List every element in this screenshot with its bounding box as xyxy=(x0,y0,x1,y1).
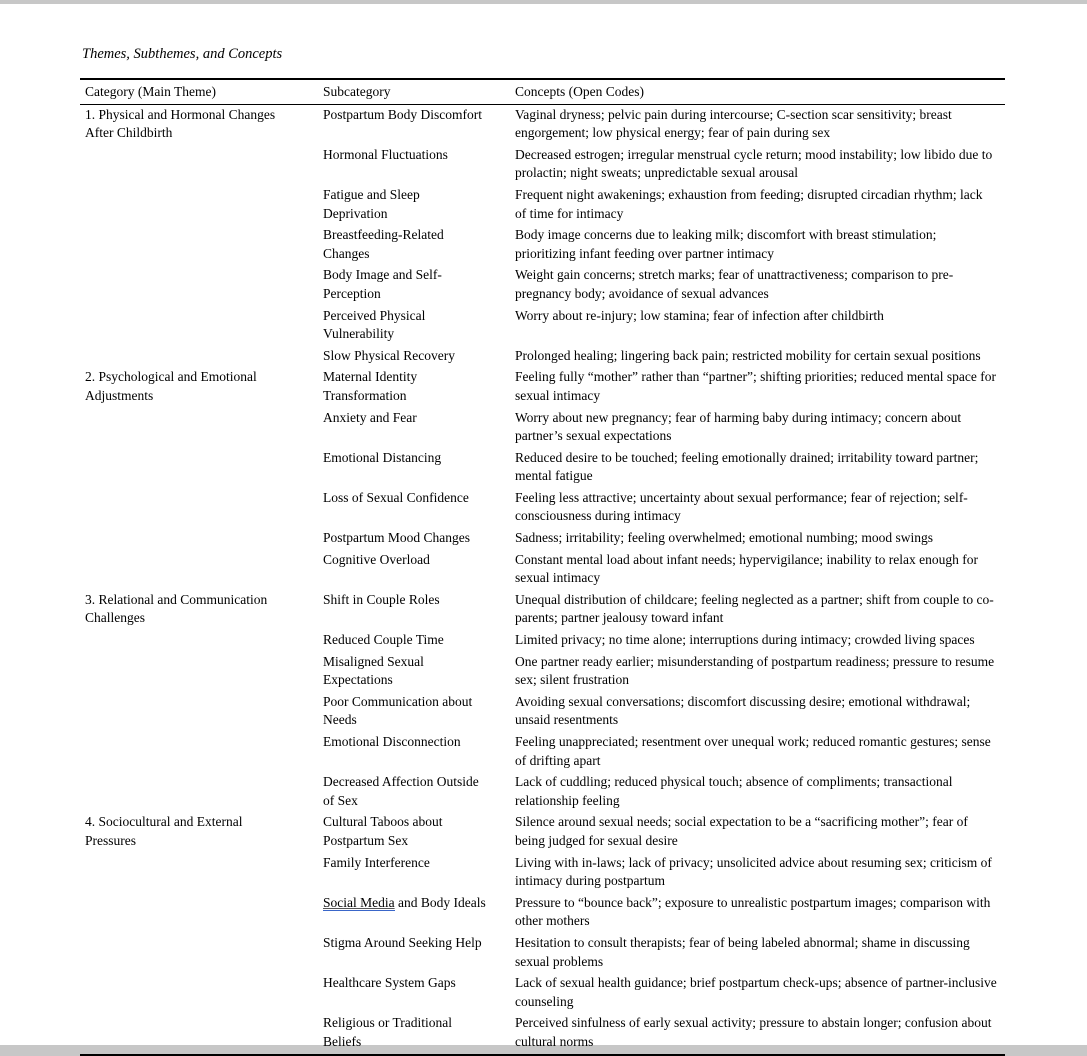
concepts-cell: Constant mental load about infant needs; hypervigilance; inability to relax enough for sexual intimacy xyxy=(515,551,979,586)
subcategory-cell: Decreased Affection Outside of Sex xyxy=(323,774,479,808)
concepts-cell: Living with in-laws; lack of privacy; unsolicited advice about resuming sex; criticism of intimacy during postpartum xyxy=(515,854,992,889)
table-row xyxy=(80,104,1005,145)
subcategory-cell: Reduced Couple Time xyxy=(323,632,444,648)
subcategory-cell: Body Image and Self-Perception xyxy=(323,267,442,301)
category-cell: 3. Relational and Communication Challenges xyxy=(85,591,268,626)
concepts-cell: Weight gain concerns; stretch marks; fear of unattractiveness; comparison to pre-pregnancy body; avoidance of sexual advances xyxy=(515,267,954,301)
col-header-category: Category (Main Theme) xyxy=(80,79,318,104)
concepts-cell: Perceived sinfulness of early sexual activity; pressure to abstain longer; confusion about cultural norms xyxy=(515,1015,992,1049)
subcategory-cell: Postpartum Body Discomfort xyxy=(323,106,482,122)
concepts-cell: Vaginal dryness; pelvic pain during intercourse; C-section scar sensitivity; breast engorgement; low physical energy; fear of pain during sex xyxy=(515,106,952,141)
subcategory-cell: Shift in Couple Roles xyxy=(323,591,440,607)
col-header-concepts: Concepts (Open Codes) xyxy=(510,79,1005,104)
subcategory-cell: Healthcare System Gaps xyxy=(323,975,456,991)
subcategory-cell: Breastfeeding-Related Changes xyxy=(323,227,444,261)
concepts-cell: Avoiding sexual conversations; discomfort discussing desire; emotional withdrawal; unsaid resentments xyxy=(515,693,971,728)
table-header-row xyxy=(80,79,1005,104)
concepts-cell: Hesitation to consult therapists; fear of being labeled abnormal; shame in discussing sexual problems xyxy=(515,934,970,969)
subcategory-cell: Maternal Identity Transformation xyxy=(323,369,418,403)
subcategory-cell: Religious or Traditional Beliefs xyxy=(323,1015,453,1049)
concepts-cell: Reduced desire to be touched; feeling emotionally drained; irritability toward partner; mental fatigue xyxy=(515,449,979,484)
subcategory-cell: Hormonal Fluctuations xyxy=(323,146,448,162)
concepts-cell: Lack of cuddling; reduced physical touch; absence of compliments; transactional relationship feeling xyxy=(515,774,953,808)
table-row xyxy=(80,812,1005,852)
concepts-cell: Prolonged healing; lingering back pain; restricted mobility for certain sexual positions xyxy=(515,347,981,363)
editor-suggestion-underline[interactable]: Social Media xyxy=(323,894,395,910)
table-row xyxy=(80,367,1005,407)
concepts-cell: Feeling unappreciated; resentment over unequal work; reduced romantic gestures; sense of drifting apart xyxy=(515,734,991,768)
concepts-cell: Feeling fully “mother” rather than “partner”; shifting priorities; reduced mental space for sexual intimacy xyxy=(515,369,996,403)
subcategory-cell: Stigma Around Seeking Help xyxy=(323,934,482,950)
subcategory-cell: Misaligned Sexual Expectations xyxy=(323,653,424,688)
table-row xyxy=(80,590,1005,630)
col-header-subcategory: Subcategory xyxy=(318,79,510,104)
subcategory-cell: Fatigue and Sleep Deprivation xyxy=(323,186,420,221)
subcategory-cell: Cultural Taboos about Postpartum Sex xyxy=(323,814,443,848)
concepts-cell: Limited privacy; no time alone; interruptions during intimacy; crowded living spaces xyxy=(515,632,975,648)
concepts-cell: Decreased estrogen; irregular menstrual cycle return; mood instability; low libido due to prolactin; night sweats; unpredictable sexual arousal xyxy=(515,146,993,181)
concepts-cell: Pressure to “bounce back”; exposure to unrealistic postpartum images; comparison with other mothers xyxy=(515,894,991,929)
subcategory-cell: Postpartum Mood Changes xyxy=(323,530,470,546)
concepts-cell: Worry about new pregnancy; fear of harming baby during intimacy; concern about partner’s sexual expectations xyxy=(515,409,962,444)
concepts-cell: Frequent night awakenings; exhaustion from feeding; disrupted circadian rhythm; lack of time for intimacy xyxy=(515,186,983,221)
subcategory-cell: Slow Physical Recovery xyxy=(323,347,455,363)
subcategory-cell: Cognitive Overload xyxy=(323,551,430,567)
subcategory-cell: Perceived Physical Vulnerability xyxy=(323,307,426,342)
subcategory-cell: Emotional Disconnection xyxy=(323,734,461,749)
subcategory-cell: Social Media and Body Ideals xyxy=(323,894,486,910)
concepts-cell: Unequal distribution of childcare; feeling neglected as a partner; shift from couple to co-parents; partner jealousy toward infant xyxy=(515,591,994,626)
concepts-cell: Body image concerns due to leaking milk; discomfort with breast stimulation; prioritizing infant feeding over partner intimacy xyxy=(515,227,937,261)
subcategory-cell: Family Interference xyxy=(323,854,430,870)
concepts-cell: Lack of sexual health guidance; brief postpartum check-ups; absence of partner-inclusive counseling xyxy=(515,975,997,1009)
table-title: Themes, Subthemes, and Concepts xyxy=(82,46,283,62)
concepts-cell: Sadness; irritability; feeling overwhelmed; emotional numbing; mood swings xyxy=(515,530,934,546)
concepts-cell: Worry about re-injury; low stamina; fear of infection after childbirth xyxy=(515,307,884,323)
themes-table xyxy=(80,78,1005,1056)
subcategory-cell: Loss of Sexual Confidence xyxy=(323,489,469,505)
category-cell: 2. Psychological and Emotional Adjustments xyxy=(85,369,257,403)
subcategory-cell: Emotional Distancing xyxy=(323,449,442,465)
category-cell: 1. Physical and Hormonal Changes After Childbirth xyxy=(85,106,276,141)
subcategory-cell: Poor Communication about Needs xyxy=(323,693,473,728)
document-page xyxy=(0,4,1087,1049)
category-cell: 4. Sociocultural and External Pressures xyxy=(85,814,243,848)
subcategory-cell: Anxiety and Fear xyxy=(323,409,417,425)
concepts-cell: Silence around sexual needs; social expectation to be a “sacrificing mother”; fear of being judged for sexual desire xyxy=(515,814,968,848)
concepts-cell: Feeling less attractive; uncertainty about sexual performance; fear of rejection; self-consciousness during intimacy xyxy=(515,489,968,524)
concepts-cell: One partner ready earlier; misunderstanding of postpartum readiness; pressure to resume sex; silent frustration xyxy=(515,653,995,688)
